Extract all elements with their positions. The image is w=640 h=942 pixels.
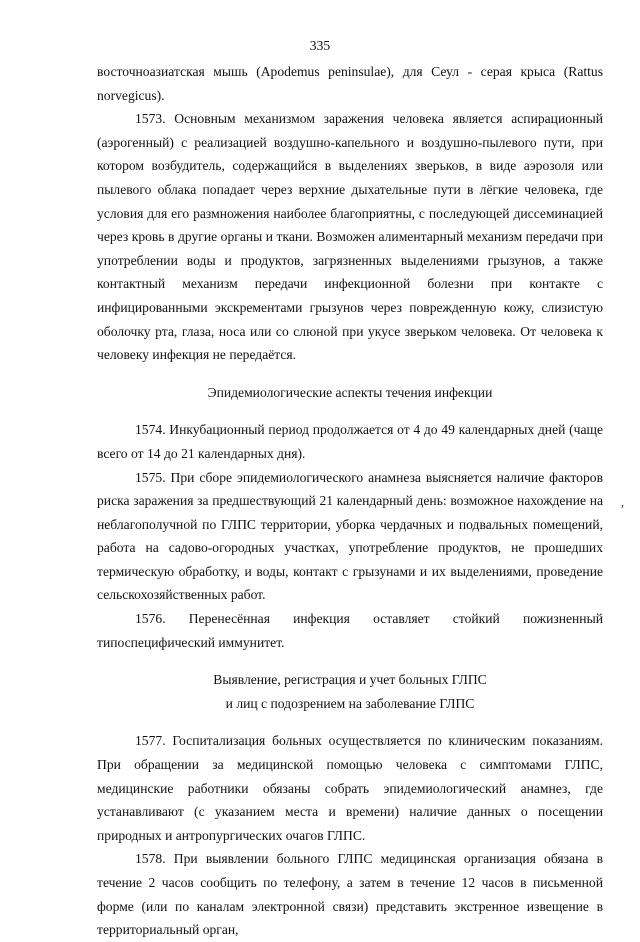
page-number: 335 — [309, 38, 331, 53]
section-heading-detection-line1: Выявление, регистрация и учет больных ГЛПС — [213, 672, 487, 688]
margin-mark: , — [621, 495, 624, 509]
paragraph-1574: 1574. Инкубационный период продолжается от 4 до 49 календарных дней (чаще всего от 14 до 21 календарных дня). — [97, 422, 603, 461]
paragraph-1573: 1573. Основным механизмом заражения человека является аспирационный (аэрогенный) с реализацией воздушно-капельного и воздушно-пылевого пути, при котором возбудитель, содержащийся в выделениях зверьков, в виде аэрозоля или пылевого облака попадает через верхние дыхательные пути в лёгкие человека, где условия для его размножения наиболее благоприятны, с последующей диссеминацией через кровь в другие органы и ткани. Возможен алиментарный механизм передачи при употреблении воды и продуктов, загрязненных выделениями грызунов, а также контактный механизм передачи инфекционной болезни при контакте с инфицированными экскрементами грызунов через поврежденную кожу, слизистую оболочку рта, глаза, носа или со слюной при укусе зверьком человека. От человека к человеку инфекция не передаётся. — [97, 111, 603, 363]
paragraph-continuation: восточноазиатская мышь (Apodemus peninsulae), для Сеул - серая крыса (Rattus norvegicus). — [97, 64, 603, 103]
section-heading-detection-line2: и лиц с подозрением на заболевание ГЛПС — [225, 695, 475, 711]
paragraph-1577: 1577. Госпитализация больных осуществляется по клиническим показаниям. При обращении за медицинской помощью человека с симптомами ГЛПС, медицинские работники обязаны собрать эпидемиологический анамнез, где устанавливают (с указанием места и времени) наличие данных о посещении природных и антропургических очагов ГЛПС. — [97, 733, 603, 843]
paragraph-1575: 1575. При сборе эпидемиологического анамнеза выясняется наличие факторов риска заражения за предшествующий 21 календарный день: возможное нахождение на неблагополучной по ГЛПС территории, уборка чердачных и подвальных помещений, работа на садово-огородных участках, употребление продуктов, не прошедших термическую обработку, и воды, контакт с грызунами и их выделениями, проведение сельскохозяйственных работ. — [97, 469, 603, 603]
paragraph-1576: 1576. Перенесённая инфекция оставляет стойкий пожизненный типоспецифический иммунитет. — [97, 611, 603, 650]
page-body — [97, 60, 603, 942]
section-heading-epidemiology: Эпидемиологические аспекты течения инфекции — [207, 384, 493, 400]
paragraph-1578: 1578. При выявлении больного ГЛПС медицинская организация обязана в течение 2 часов сообщить по телефону, а затем в течение 12 часов в письменной форме (или по каналам электронной связи) представить экстренное извещение в территориальный орган, — [97, 851, 603, 938]
